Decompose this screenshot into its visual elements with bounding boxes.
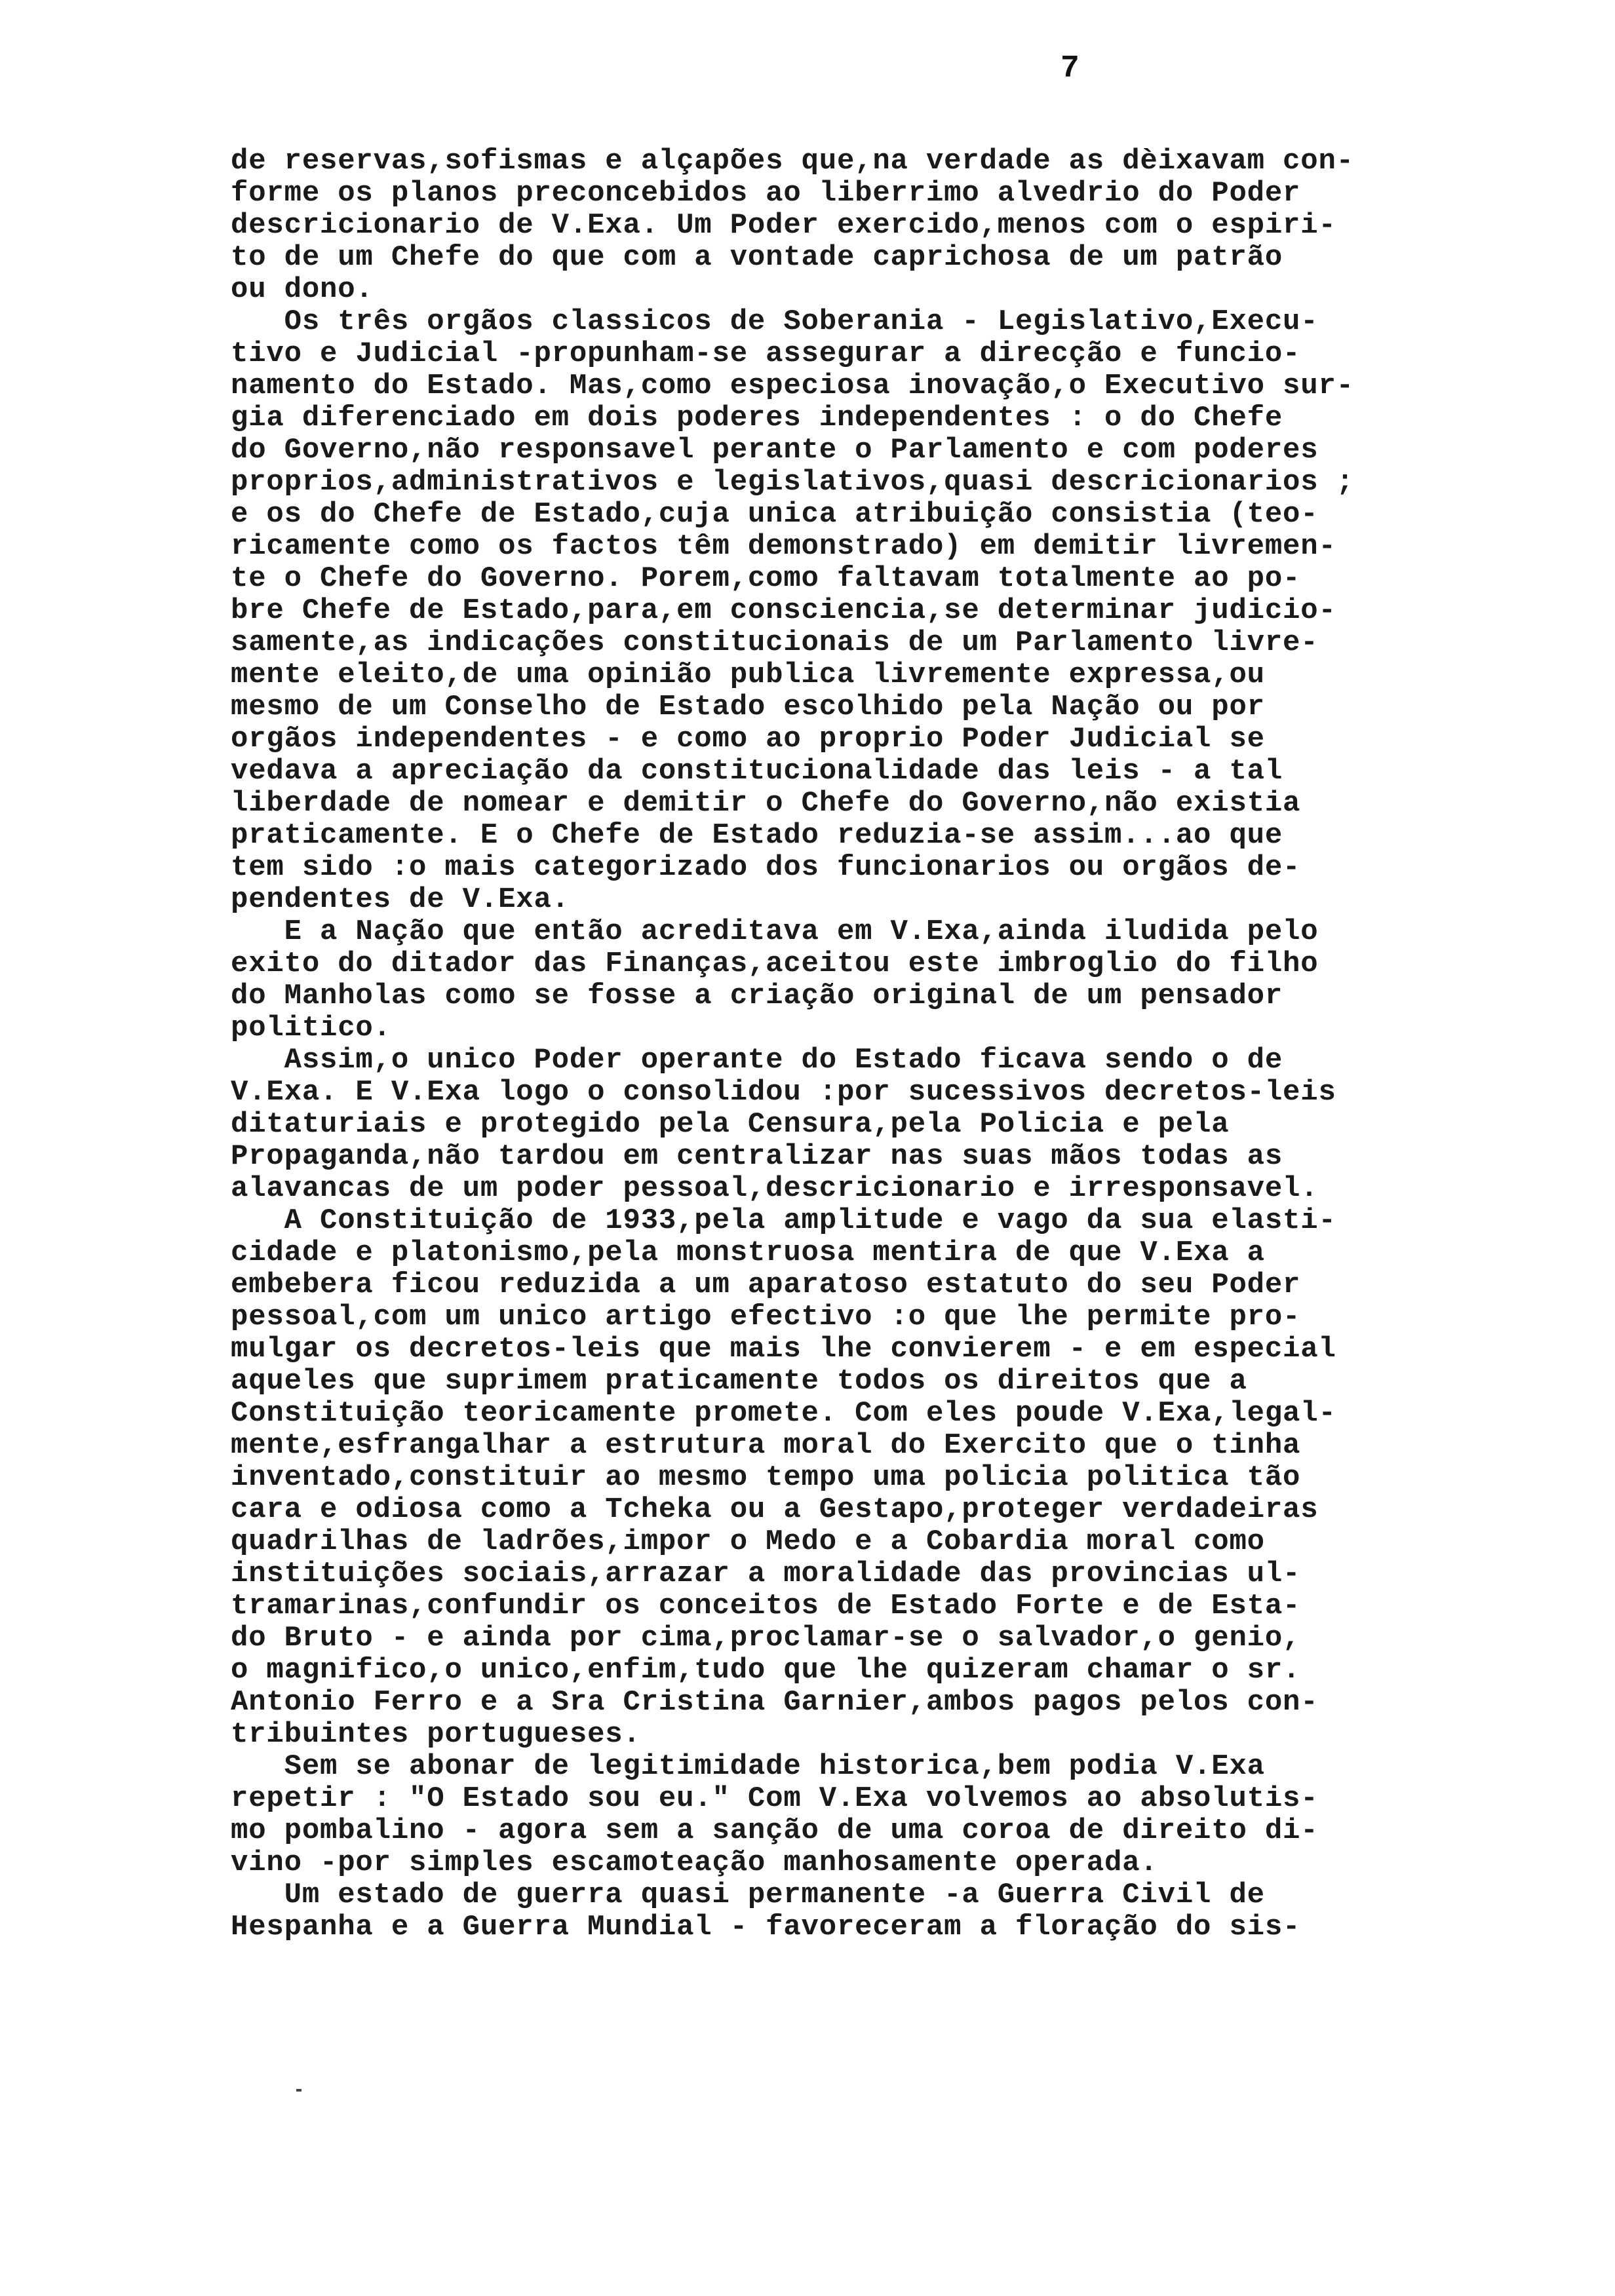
text-line: vedava a apreciação da constitucionalidade das leis - a tal bbox=[231, 755, 1283, 788]
text-line: mulgar os decretos-leis que mais lhe convierem - e em especial bbox=[231, 1333, 1336, 1366]
text-line: tribuintes portugueses. bbox=[231, 1718, 641, 1751]
text-line: embebera ficou reduzida a um aparatoso estatuto do seu Poder bbox=[231, 1269, 1301, 1301]
text-line: mente,esfrangalhar a estrutura moral do Exercito que o tinha bbox=[231, 1429, 1301, 1462]
text-line: tramarinas,confundir os conceitos de Estado Forte e de Esta- bbox=[231, 1590, 1301, 1622]
text-line: cidade e platonismo,pela monstruosa mentira de que V.Exa a bbox=[231, 1236, 1265, 1269]
text-line: o magnifico,o unico,enfim,tudo que lhe quizeram chamar o sr. bbox=[231, 1654, 1301, 1687]
text-line: exito do ditador das Finanças,aceitou este imbroglio do filho bbox=[231, 947, 1319, 980]
text-line: do Governo,não responsavel perante o Parlamento e com poderes bbox=[231, 434, 1319, 467]
text-line: repetir : "O Estado sou eu." Com V.Exa volvemos ao absolutis- bbox=[231, 1782, 1319, 1815]
text-line: quadrilhas de ladrões,impor o Medo e a Cobardia moral como bbox=[231, 1525, 1265, 1558]
text-line: Os três orgãos classicos de Soberania - Legislativo,Execu- bbox=[231, 305, 1319, 338]
text-line: cara e odiosa como a Tcheka ou a Gestapo,proteger verdadeiras bbox=[231, 1493, 1319, 1526]
text-line: inventado,constituir ao mesmo tempo uma policia politica tão bbox=[231, 1461, 1301, 1494]
text-line: Assim,o unico Poder operante do Estado ficava sendo o de bbox=[231, 1044, 1283, 1077]
text-line: E a Nação que então acreditava em V.Exa,ainda iludida pelo bbox=[231, 915, 1319, 948]
text-line: do Manholas como se fosse a criação original de um pensador bbox=[231, 980, 1283, 1012]
text-line: praticamente. E o Chefe de Estado reduzia-se assim...ao que bbox=[231, 819, 1283, 852]
text-line: descricionario de V.Exa. Um Poder exercido,menos com o espiri- bbox=[231, 209, 1336, 242]
text-line: liberdade de nomear e demitir o Chefe do Governo,não existia bbox=[231, 787, 1301, 820]
text-line: mo pombalino - agora sem a sanção de uma coroa de direito di- bbox=[231, 1814, 1319, 1847]
text-line: ricamente como os factos têm demonstrado) em demitir livremen- bbox=[231, 530, 1336, 563]
text-line: e os do Chefe de Estado,cuja unica atribuição consistia (teo- bbox=[231, 498, 1319, 531]
text-line: te o Chefe do Governo. Porem,como faltavam totalmente ao po- bbox=[231, 562, 1301, 595]
text-line: gia diferenciado em dois poderes independentes : o do Chefe bbox=[231, 402, 1283, 434]
ink-speck bbox=[296, 2089, 302, 2092]
text-line: V.Exa. E V.Exa logo o consolidou :por sucessivos decretos-leis bbox=[231, 1076, 1336, 1109]
text-line: mente eleito,de uma opinião publica livremente expressa,ou bbox=[231, 659, 1265, 691]
text-line: bre Chefe de Estado,para,em consciencia,se determinar judicio- bbox=[231, 594, 1336, 627]
text-line: to de um Chefe do que com a vontade caprichosa de um patrão bbox=[231, 241, 1283, 274]
text-line: forme os planos preconcebidos ao liberrimo alvedrio do Poder bbox=[231, 177, 1301, 210]
text-line: pessoal,com um unico artigo efectivo :o que lhe permite pro- bbox=[231, 1301, 1301, 1333]
body-text bbox=[231, 145, 1476, 1943]
text-line: Hespanha e a Guerra Mundial - favoreceram a floração do sis- bbox=[231, 1911, 1301, 1943]
text-line: Sem se abonar de legitimidade historica,bem podia V.Exa bbox=[231, 1750, 1265, 1783]
text-line: ou dono. bbox=[231, 273, 374, 306]
text-line: do Bruto - e ainda por cima,proclamar-se o salvador,o genio, bbox=[231, 1622, 1301, 1655]
text-line: Antonio Ferro e a Sra Cristina Garnier,ambos pagos pelos con- bbox=[231, 1686, 1319, 1719]
text-line: instituições sociais,arrazar a moralidade das provincias ul- bbox=[231, 1558, 1301, 1590]
text-line: pendentes de V.Exa. bbox=[231, 883, 570, 916]
text-line: vino -por simples escamoteação manhosamente operada. bbox=[231, 1846, 1158, 1879]
text-line: orgãos independentes - e como ao proprio Poder Judicial se bbox=[231, 723, 1265, 756]
text-line: de reservas,sofismas e alçapões que,na verdade as dèixavam con- bbox=[231, 145, 1354, 178]
text-line: samente,as indicações constitucionais de um Parlamento livre- bbox=[231, 626, 1319, 659]
text-line: politico. bbox=[231, 1012, 391, 1044]
text-line: Constituição teoricamente promete. Com eles poude V.Exa,legal- bbox=[231, 1397, 1336, 1430]
text-line: aqueles que suprimem praticamente todos os direitos que a bbox=[231, 1365, 1247, 1398]
text-line: alavancas de um poder pessoal,descricionario e irresponsavel. bbox=[231, 1172, 1319, 1205]
text-line: A Constituição de 1933,pela amplitude e vago da sua elasti- bbox=[231, 1204, 1336, 1237]
text-line: namento do Estado. Mas,como especiosa inovação,o Executivo sur- bbox=[231, 370, 1354, 402]
text-line: ditaturiais e protegido pela Censura,pela Policia e pela bbox=[231, 1108, 1230, 1141]
text-line: Um estado de guerra quasi permanente -a Guerra Civil de bbox=[231, 1879, 1265, 1911]
text-line: mesmo de um Conselho de Estado escolhido pela Nação ou por bbox=[231, 691, 1265, 723]
text-line: proprios,administrativos e legislativos,quasi descricionarios ; bbox=[231, 466, 1354, 499]
page-number: 7 bbox=[1060, 51, 1080, 86]
text-line: tivo e Judicial -propunham-se assegurar a direcção e funcio- bbox=[231, 337, 1301, 370]
text-line: tem sido :o mais categorizado dos funcionarios ou orgãos de- bbox=[231, 851, 1301, 884]
text-line: Propaganda,não tardou em centralizar nas suas mãos todas as bbox=[231, 1140, 1283, 1173]
